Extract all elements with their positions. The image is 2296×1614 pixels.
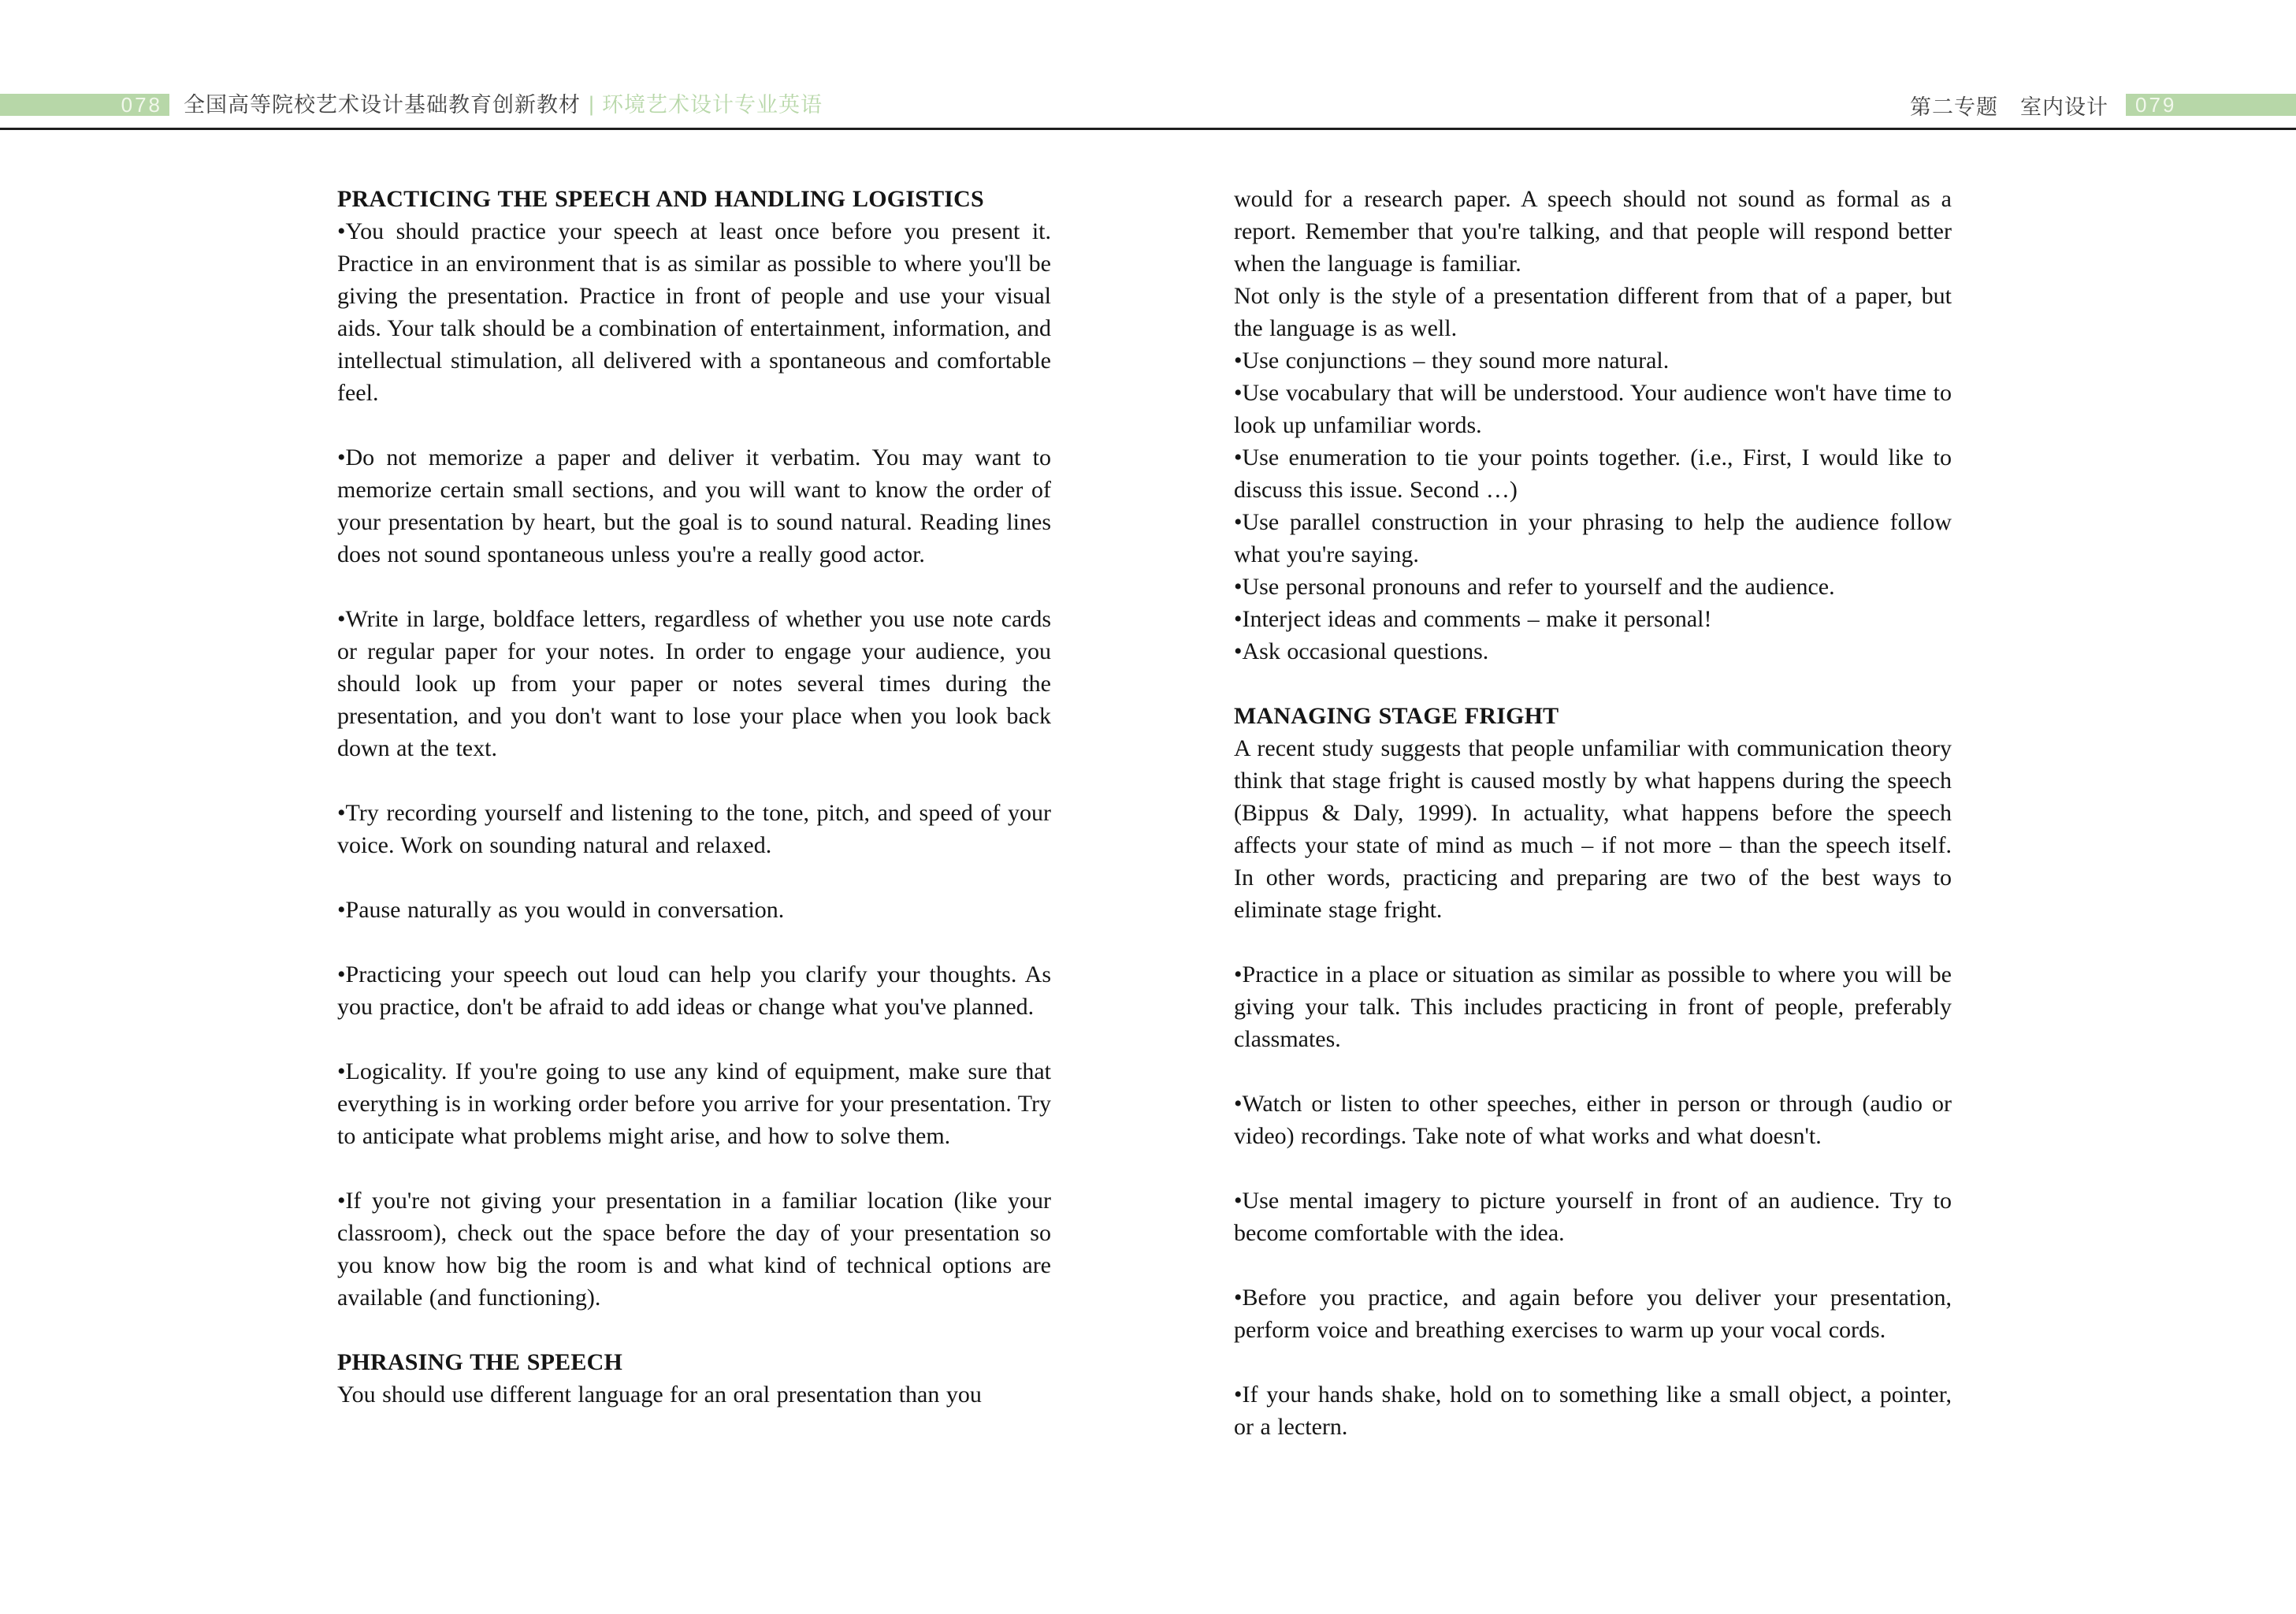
bullet-item: •Watch or listen to other speeches, either in person or through (audio or video) recordings. Take note of what works and what doesn't. — [1234, 1091, 1952, 1149]
chapter-title: 第二专题 室内设计 — [1910, 95, 2108, 119]
right-text-column — [1234, 183, 1952, 1443]
paragraph: A recent study suggests that people unfamiliar with communication theory think that stage fright is caused mostly by what happens during the speech (Bippus & Daly, 1999). In actuality, what happens before the speech affects your state of mind as much – if not more – than the speech itself. In other words, practicing and preparing are two of the best ways to eliminate stage fright. — [1234, 735, 1952, 923]
left-page-number: 078 — [121, 93, 162, 117]
paragraph: would for a research paper. A speech should not sound as formal as a report. Remember that you're talking, and that people will respond better when the language is familiar. — [1234, 186, 1952, 277]
section-heading: PRACTICING THE SPEECH AND HANDLING LOGISTICS — [337, 186, 984, 212]
paragraph: •Try recording yourself and listening to the tone, pitch, and speed of your voice. Work on sounding natural and relaxed. — [337, 800, 1051, 858]
left-page-number-bar — [0, 94, 169, 116]
bullet-item: •Use personal pronouns and refer to yourself and the audience. — [1234, 574, 1835, 600]
bullet-item: •Before you practice, and again before you deliver your presentation, perform voice and breathing exercises to warm up your vocal cords. — [1234, 1285, 1952, 1343]
left-running-header — [184, 91, 823, 117]
paragraph: •Write in large, boldface letters, regardless of whether you use note cards or regular paper for your notes. In order to engage your audience, you should look up from your paper or notes several times during the presentation, and you don't want to lose your place when you look back down at the text. — [337, 606, 1051, 761]
bullet-item: •Practice in a place or situation as similar as possible to where you will be giving your talk. This includes practicing in front of people, preferably classmates. — [1234, 961, 1952, 1052]
series-title: 全国高等院校艺术设计基础教育创新教材 — [184, 92, 581, 117]
header-rule — [0, 128, 2296, 130]
right-page-number-bar — [2126, 94, 2296, 116]
paragraph: •Practicing your speech out loud can help you clarify your thoughts. As you practice, don't be afraid to add ideas or change what you've planned. — [337, 961, 1051, 1020]
paragraph: You should use different language for an oral presentation than you — [337, 1382, 982, 1408]
paragraph: •Pause naturally as you would in conversation. — [337, 897, 785, 923]
section-heading: PHRASING THE SPEECH — [337, 1349, 622, 1375]
bullet-item: •Use enumeration to tie your points together. (i.e., First, I would like to discuss this issue. Second …) — [1234, 444, 1952, 503]
section-heading: MANAGING STAGE FRIGHT — [1234, 703, 1559, 729]
bullet-item: •Use mental imagery to picture yourself in front of an audience. Try to become comfortable with the idea. — [1234, 1188, 1952, 1246]
bullet-item: •If your hands shake, hold on to something like a small object, a pointer, or a lectern. — [1234, 1382, 1952, 1440]
left-text-column — [337, 183, 1051, 1411]
right-page-number: 079 — [2135, 93, 2177, 117]
paragraph: Not only is the style of a presentation different from that of a paper, but the language is as well. — [1234, 283, 1952, 341]
bullet-item: •Use conjunctions – they sound more natural. — [1234, 348, 1670, 374]
bullet-item: •Ask occasional questions. — [1234, 638, 1489, 664]
bullet-item: •Use parallel construction in your phrasing to help the audience follow what you're saying. — [1234, 509, 1952, 567]
paragraph: •Do not memorize a paper and deliver it verbatim. You may want to memorize certain small sections, and you will want to know the order of your presentation by heart, but the goal is to sound natural. Reading lines does not sound spontaneous unless you're a really good actor. — [337, 444, 1051, 567]
paragraph: •You should practice your speech at least once before you present it. Practice in an environment that is as similar as possible to where you'll be giving the presentation. Practice in front of people and use your visual aids. Your talk should be a combination of entertainment, information, and intellectual stimulation, all delivered with a spontaneous and comfortable feel. — [337, 218, 1051, 406]
right-running-header — [1910, 94, 2108, 119]
book-subtitle: 环境艺术设计专业英语 — [602, 92, 823, 117]
paragraph: •If you're not giving your presentation in a familiar location (like your classroom), check out the space before the day of your presentation so you know how big the room is and what kind of technical options are available (and functioning). — [337, 1188, 1051, 1311]
paragraph: •Logicality. If you're going to use any kind of equipment, make sure that everything is in working order before you arrive for your presentation. Try to anticipate what problems might arise, and how to solve them. — [337, 1058, 1051, 1149]
header-separator: | — [589, 91, 595, 116]
bullet-item: •Use vocabulary that will be understood. Your audience won't have time to look up unfamiliar words. — [1234, 380, 1952, 438]
bullet-item: •Interject ideas and comments – make it personal! — [1234, 606, 1712, 632]
